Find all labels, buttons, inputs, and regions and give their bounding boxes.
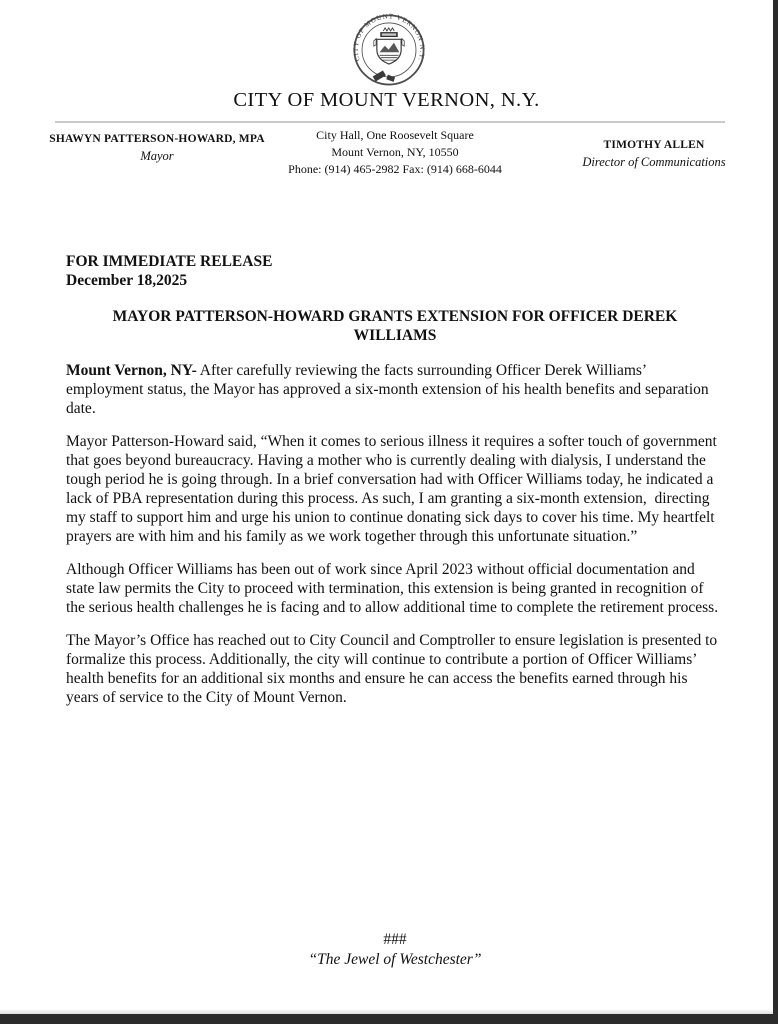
- letterhead-mayor-block: [42, 133, 272, 164]
- release-date: December 18,2025: [66, 272, 188, 289]
- mayor-name: SHAWYN PATTERSON-HOWARD, MPA: [49, 133, 265, 145]
- seal-ring-text: CITY OF MOUNT VERNON N.Y.: [352, 13, 426, 63]
- city-seal-icon: [351, 13, 427, 93]
- communications-director-role: Director of Communications: [582, 155, 726, 169]
- document-footer: [66, 930, 724, 969]
- paragraph-dateline: [66, 361, 724, 418]
- paragraph-1-text: After carefully reviewing the facts surrounding Officer Derek Williams’ employment status, the Mayor has approved a six-month extension of his health benefits and separation date.: [66, 362, 713, 417]
- seal-water: [380, 55, 399, 60]
- headline: MAYOR PATTERSON-HOWARD GRANTS EXTENSION FOR OFFICER DEREK WILLIAMS: [112, 308, 678, 344]
- svg-text:CITY OF MOUNT VERNON N.Y.: [353, 13, 425, 62]
- city-seal: [351, 13, 427, 98]
- address-line-1: City Hall, One Roosevelt Square: [316, 128, 474, 142]
- address-line-2: Mount Vernon, NY, 10550: [331, 145, 459, 159]
- paragraph-quote: Mayor Patterson-Howard said, “When it comes to serious illness it requires a softer touch of government that goes beyond bureaucracy. Having a mother who is currently dealing with dialysis, I understand the tough period he is going through. In a brief conversation had with Officer Williams today, he indicated a lack of PBA representation during this process. As such, I am granting a six-month extension, directing my staff to support him and urge his union to continue donating sick days to cover his time. My heartfelt prayers are with him and his family as we work together through this unfortunate situation.”: [66, 433, 721, 545]
- seal-ribbon: [373, 70, 386, 81]
- letterhead-divider: [55, 121, 725, 123]
- seal-mountain: [380, 43, 400, 53]
- letterhead-address-block: [265, 127, 525, 178]
- dateline-lead: Mount Vernon, NY-: [66, 362, 197, 379]
- paragraph-next-steps: The Mayor’s Office has reached out to City Council and Comptroller to ensure legislation is presented to formalize this process. Additionally, the city will continue to contribute a portion of Officer Williams’ health benefits for an additional six months and ensure he can access the benefits earned through his years of service to the City of Mount Vernon.: [66, 632, 722, 706]
- paragraph-background: Although Officer Williams has been out of work since April 2023 without official documentation and state law permits the City to proceed with termination, this extension is being granted in recognition of the serious health challenges he is facing and to allow additional time to complete the retirement process.: [66, 561, 719, 616]
- seal-crown: [383, 28, 394, 31]
- release-label: FOR IMMEDIATE RELEASE: [66, 253, 273, 270]
- page-bottom-shadow: [0, 1009, 773, 1014]
- page-title: CITY OF MOUNT VERNON, N.Y.: [233, 89, 540, 111]
- letterhead-communications-block: [570, 139, 738, 170]
- mayor-role: Mayor: [140, 149, 174, 163]
- end-mark: ###: [383, 931, 407, 948]
- address-line-3: Phone: (914) 465-2982 Fax: (914) 668-6044: [288, 162, 502, 176]
- communications-director-name: TIMOTHY ALLEN: [603, 139, 705, 151]
- press-release-body: [66, 252, 724, 721]
- city-motto: “The Jewel of Westchester”: [308, 950, 482, 968]
